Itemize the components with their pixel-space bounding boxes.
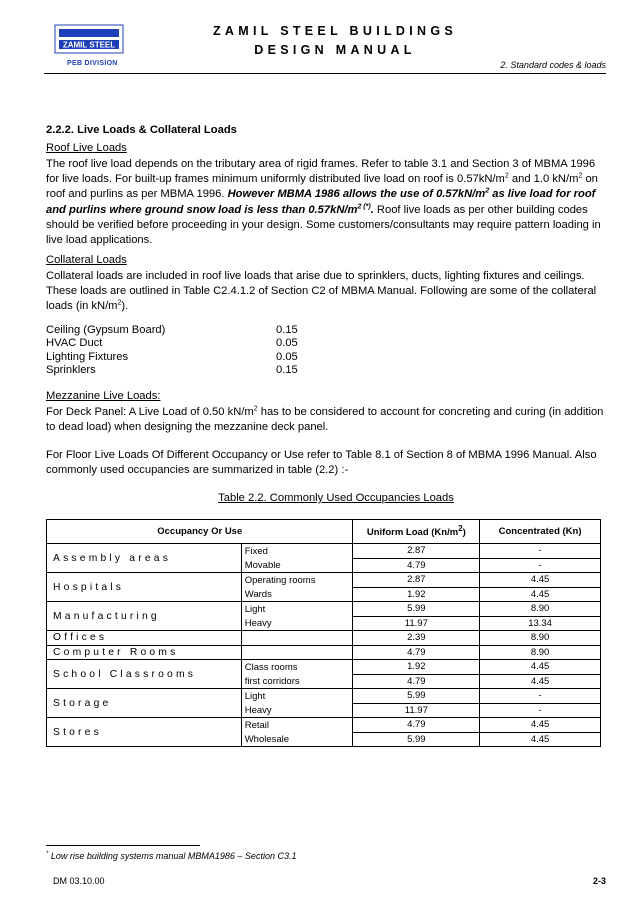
- list-item: [46, 337, 366, 350]
- table-header-row: [47, 520, 601, 544]
- section-heading: 2.2.2. Live Loads & Collateral Loads: [46, 124, 237, 136]
- occupancy-cell: Stores: [47, 718, 242, 747]
- roof-emphasis: However MBMA 1986 allows the use of 0.57kN/m: [227, 188, 486, 201]
- uniform-cell: 1.92: [353, 660, 480, 675]
- concentrated-cell: 8.90: [480, 645, 601, 660]
- use-cell: Class rooms: [241, 660, 353, 675]
- table-row: [47, 645, 601, 660]
- collateral-load-list: [46, 324, 366, 378]
- item-name: Sprinklers: [46, 364, 96, 377]
- uniform-cell: 4.79: [353, 674, 480, 689]
- occupancy-loads-table: [46, 519, 601, 747]
- concentrated-cell: 4.45: [480, 674, 601, 689]
- uniform-cell: 4.79: [353, 645, 480, 660]
- title-line-2: DESIGN MANUAL: [254, 43, 416, 57]
- mezzanine-text: has to be considered to account for concreting and curing (in addition to dead load) when designing the mezzanine deck panel.: [46, 406, 604, 434]
- roof-emphasis: as live load for roof and purlins where ground snow load is less than 0.57kN/m: [46, 188, 596, 216]
- concentrated-cell: -: [480, 689, 601, 704]
- concentrated-cell: 13.34: [480, 616, 601, 631]
- mezzanine-heading: Mezzanine Live Loads:: [46, 390, 161, 402]
- table-row: [47, 602, 601, 617]
- concentrated-cell: -: [480, 703, 601, 718]
- logo-text: ZAMIL STEEL: [62, 40, 116, 50]
- roof-emphasis: .: [370, 203, 374, 216]
- collateral-loads-paragraph: [46, 269, 608, 315]
- roof-text: and 1.0 kN/m: [508, 173, 579, 186]
- roof-text: The roof live load depends on the tributary area of rigid frames. Refer to table 3.1 and Section 3 of MBMA 1996 for live loads. For built-up frames minimum uniformly distributed live load on roof is 0.57kN/m: [46, 158, 596, 186]
- page-number: 2-3: [592, 876, 606, 886]
- superscript: 2: [504, 172, 509, 180]
- uniform-cell: 5.99: [353, 689, 480, 704]
- concentrated-cell: 8.90: [480, 631, 601, 646]
- col-header-occupancy: Occupancy Or Use: [47, 520, 353, 544]
- roof-text: on roof and purlins as per MBMA 1996.: [46, 173, 598, 201]
- footnote-marker: *: [46, 851, 49, 857]
- table-row: [47, 718, 601, 733]
- collateral-loads-heading: Collateral Loads: [46, 254, 127, 266]
- header-text: ): [462, 527, 466, 539]
- footnote-text: Low rise building systems manual MBMA1986 – Section C3.1: [48, 851, 297, 861]
- item-value: 0.05: [276, 350, 298, 363]
- use-cell: Fixed: [241, 544, 353, 559]
- uniform-cell: 2.87: [353, 573, 480, 588]
- superscript: 2: [485, 187, 490, 195]
- use-cell: Retail: [241, 718, 353, 733]
- concentrated-cell: 4.45: [480, 573, 601, 588]
- use-cell: [241, 645, 353, 660]
- occupancy-cell: Storage: [47, 689, 242, 718]
- footnote-reference: 2 (*): [357, 202, 371, 210]
- list-item: [46, 364, 366, 377]
- concentrated-cell: 8.90: [480, 602, 601, 617]
- uniform-cell: 4.79: [353, 718, 480, 733]
- superscript: 2: [458, 524, 463, 534]
- list-item: [46, 324, 366, 337]
- col-header-uniform: [353, 520, 480, 544]
- section-reference: 2. Standard codes & loads: [500, 60, 606, 70]
- col-header-concentrated: Concentrated (Kn): [480, 520, 601, 544]
- occupancy-cell: Computer Rooms: [47, 645, 242, 660]
- use-cell: [241, 631, 353, 646]
- concentrated-cell: -: [480, 544, 601, 559]
- item-name: Lighting Fixtures: [46, 350, 129, 363]
- header-text: Uniform Load (Kn/m: [366, 527, 459, 539]
- uniform-cell: 5.99: [353, 732, 480, 747]
- occupancy-cell: Hospitals: [47, 573, 242, 602]
- concentrated-cell: -: [480, 558, 601, 573]
- superscript: 2: [578, 172, 583, 180]
- use-cell: Heavy: [241, 703, 353, 718]
- footnote-divider: [46, 845, 200, 846]
- table-row: [47, 660, 601, 675]
- use-cell: Light: [241, 602, 353, 617]
- uniform-cell: 11.97: [353, 616, 480, 631]
- uniform-cell: 5.99: [353, 602, 480, 617]
- zamil-logo: [53, 23, 125, 55]
- item-name: HVAC Duct: [46, 337, 103, 350]
- use-cell: Light: [241, 689, 353, 704]
- concentrated-cell: 4.45: [480, 718, 601, 733]
- concentrated-cell: 4.45: [480, 732, 601, 747]
- collateral-text: Collateral loads are included in roof live loads that arise due to sprinklers, ducts, lighting fixtures and ceilings. These loads are outlined in Table C2.4.1.2 of Section C2 of MBMA Manual. Following are some of the collateral loads (in kN/m: [46, 270, 597, 313]
- table-caption: Table 2.2. Commonly Used Occupancies Loads: [218, 492, 454, 504]
- header-divider: [44, 73, 606, 74]
- use-cell: first corridors: [241, 674, 353, 689]
- item-name: Ceiling (Gypsum Board): [46, 324, 166, 336]
- uniform-cell: 4.79: [353, 558, 480, 573]
- table-row: [47, 573, 601, 588]
- roof-text: Roof live loads as per other building codes should be verified before proceeding in your design. Some customers/consultants may require pattern loading in live load applications.: [46, 203, 601, 247]
- mezzanine-deck-paragraph: [46, 405, 608, 435]
- use-cell: Wholesale: [241, 732, 353, 747]
- roof-live-loads-paragraph: [46, 157, 608, 248]
- occupancy-cell: Manufacturing: [47, 602, 242, 631]
- division-label: PEB DIVISION: [67, 60, 118, 67]
- concentrated-cell: 4.45: [480, 587, 601, 602]
- mezzanine-text: For Deck Panel: A Live Load of 0.50 kN/m: [46, 406, 254, 418]
- superscript: 2: [253, 405, 258, 413]
- manual-title: [150, 22, 520, 60]
- collateral-text: ).: [121, 300, 129, 313]
- table-row: [47, 631, 601, 646]
- use-cell: Heavy: [241, 616, 353, 631]
- list-item: [46, 351, 366, 364]
- footnote: [46, 851, 296, 861]
- superscript: 2: [117, 299, 122, 307]
- uniform-cell: 2.87: [353, 544, 480, 559]
- mezzanine-floor-paragraph: For Floor Live Loads Of Different Occupancy or Use refer to Table 8.1 of Section 8 of MBMA 1996 Manual. Also commonly used occupancies are summarized in table (2.2) :-: [46, 449, 597, 477]
- item-value: 0.05: [276, 337, 298, 350]
- use-cell: Movable: [241, 558, 353, 573]
- concentrated-cell: 4.45: [480, 660, 601, 675]
- use-cell: Wards: [241, 587, 353, 602]
- occupancy-cell: Assembly areas: [47, 544, 242, 573]
- occupancy-cell: Offices: [47, 631, 242, 646]
- item-value: 0.15: [276, 324, 298, 336]
- table-row: [47, 544, 601, 559]
- uniform-cell: 1.92: [353, 587, 480, 602]
- document-code: DM 03.10.00: [53, 876, 105, 886]
- roof-live-loads-heading: Roof Live Loads: [46, 142, 127, 154]
- occupancy-cell: School Classrooms: [47, 660, 242, 689]
- uniform-cell: 11.97: [353, 703, 480, 718]
- use-cell: Operating rooms: [241, 573, 353, 588]
- title-line-1: ZAMIL STEEL BUILDINGS: [212, 24, 457, 38]
- uniform-cell: 2.39: [353, 631, 480, 646]
- item-value: 0.15: [276, 364, 298, 377]
- table-row: [47, 689, 601, 704]
